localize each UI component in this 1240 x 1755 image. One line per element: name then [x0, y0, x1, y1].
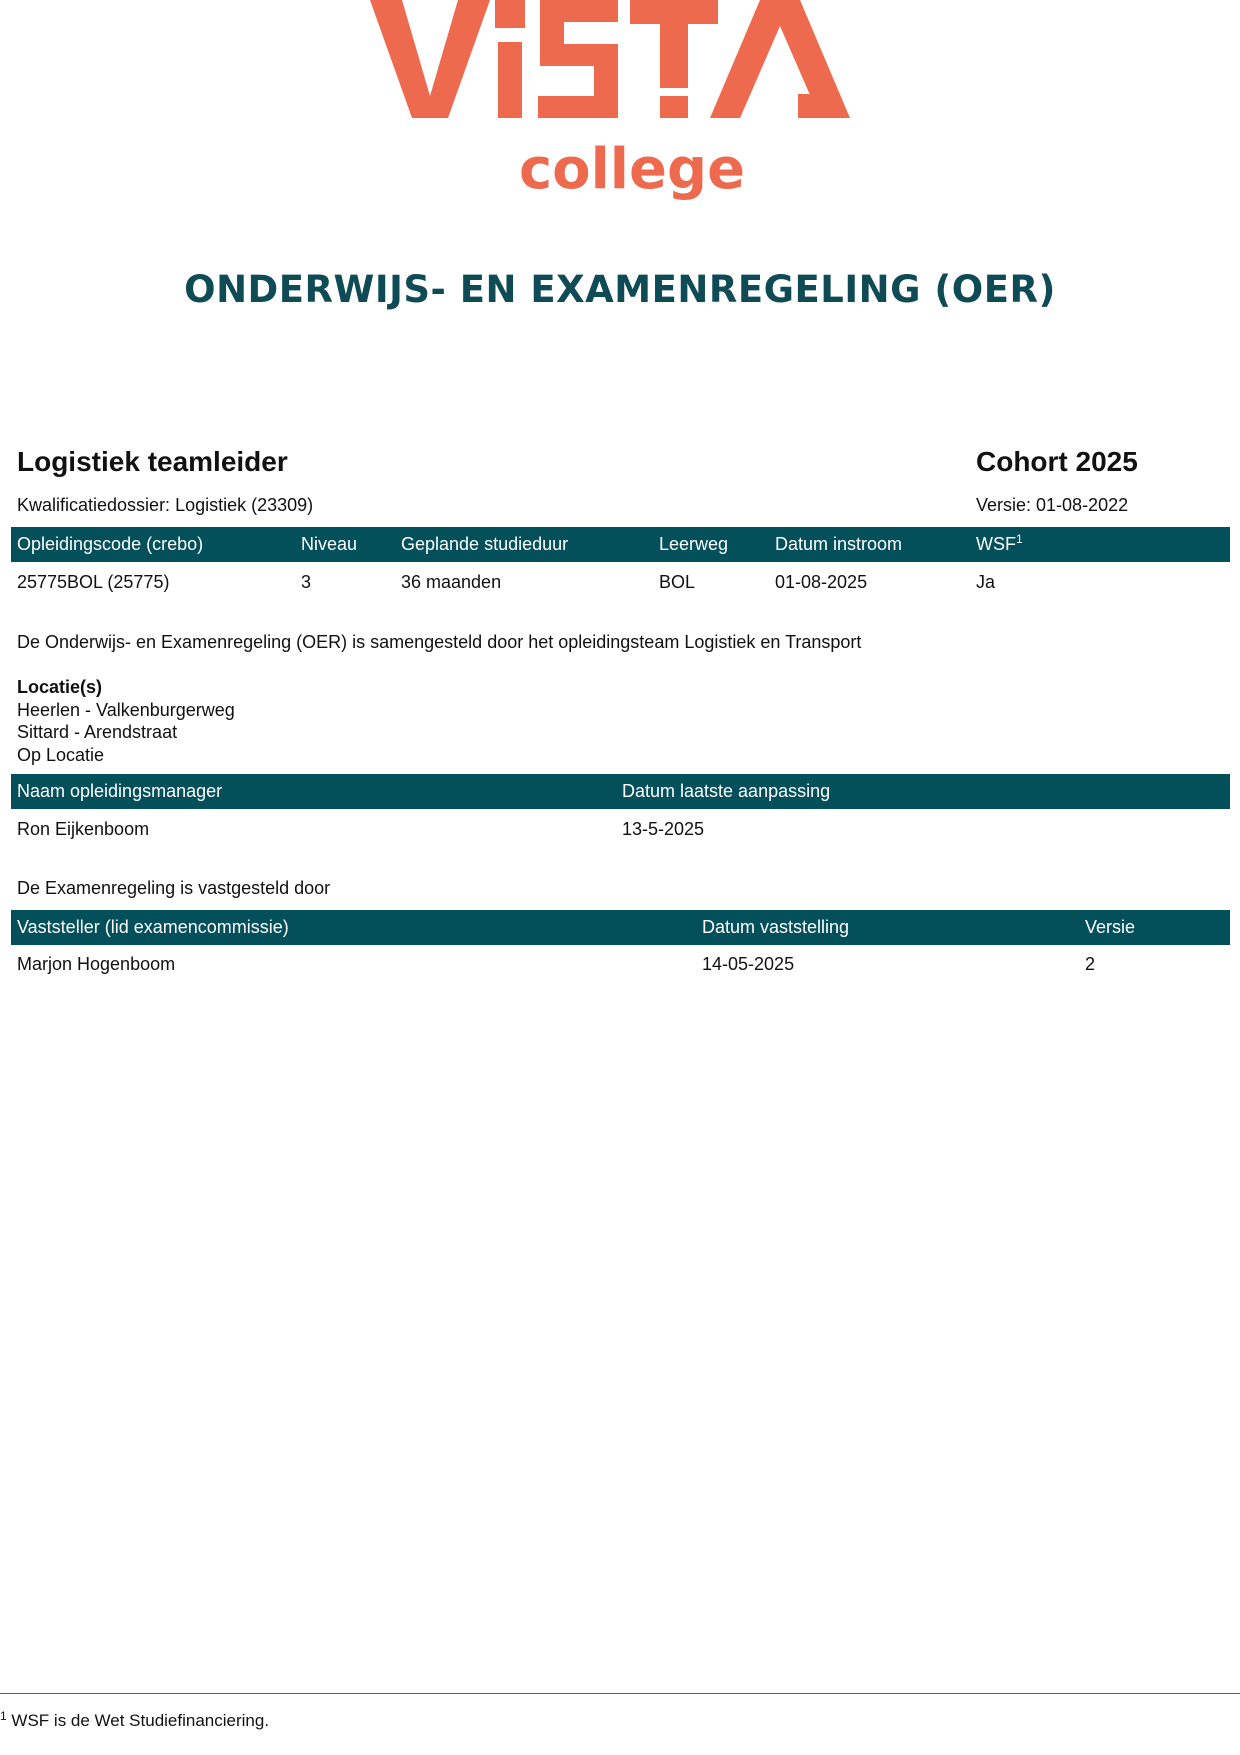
- manager-table-header: [11, 774, 1230, 809]
- cell-version: 2: [1085, 954, 1096, 974]
- header-level: Niveau: [301, 534, 358, 554]
- cell-approver: Marjon Hogenboom: [17, 954, 176, 974]
- header-version: Versie: [1085, 917, 1136, 937]
- cell-learning-path: BOL: [659, 572, 696, 592]
- header-intake-date: Datum instroom: [775, 534, 903, 554]
- cell-last-modified: 13-5-2025: [622, 819, 705, 839]
- footnote: [0, 1711, 269, 1731]
- vista-college-logo: [360, 0, 900, 215]
- qualification-dossier: Kwalificatiedossier: Logistiek (23309): [17, 495, 314, 515]
- location-item: Sittard - Arendstraat: [17, 722, 178, 742]
- cell-duration: 36 maanden: [401, 572, 502, 592]
- manager-table-row: [11, 812, 1230, 847]
- cell-crebo: 25775BOL (25775): [17, 572, 170, 592]
- header-wsf: WSF$^1$: [976, 532, 1023, 554]
- wsf-footnote-marker: 1: [1016, 532, 1023, 546]
- footnote-divider: [0, 1693, 1240, 1694]
- cell-intake-date: 01-08-2025: [775, 572, 868, 592]
- version-date: Versie: 01-08-2022: [976, 495, 1129, 515]
- logo-subtext: college: [518, 137, 746, 202]
- location-item: Heerlen - Valkenburgerweg: [17, 699, 235, 720]
- established-by-text: De Examenregeling is vastgesteld door: [17, 878, 331, 898]
- approver-table-header: [11, 910, 1230, 945]
- program-name: Logistiek teamleider: [17, 446, 288, 477]
- cell-level: 3: [301, 572, 312, 592]
- header-approver: Vaststeller (lid examencommissie): [17, 917, 289, 937]
- header-learning-path: Leerweg: [659, 534, 729, 554]
- approver-table-row: [11, 947, 1230, 982]
- cell-wsf: Ja: [976, 572, 996, 592]
- composed-by-text: De Onderwijs- en Examenregeling (OER) is samengesteld door het opleidingsteam Logistiek en Transport: [17, 632, 862, 652]
- cell-manager-name: Ron Eijkenboom: [17, 819, 150, 839]
- document-title: ONDERWIJS- EN EXAMENREGELING (OER): [184, 268, 1056, 311]
- header-last-modified: Datum laatste aanpassing: [622, 781, 831, 801]
- locations-title: Locatie(s): [17, 677, 103, 697]
- locations: [17, 676, 235, 766]
- program-table-header: [11, 527, 1230, 562]
- cell-approval-date: 14-05-2025: [702, 954, 795, 974]
- header-manager-name: Naam opleidingsmanager: [17, 781, 223, 801]
- program-table-row: [11, 565, 1230, 600]
- footnote-marker: 1: [0, 1709, 7, 1723]
- header-approval-date: Datum vaststelling: [702, 917, 850, 937]
- header-crebo: Opleidingscode (crebo): [17, 534, 204, 554]
- location-item: Op Locatie: [17, 744, 105, 765]
- cohort-label: Cohort 2025: [976, 446, 1138, 477]
- header-duration: Geplande studieduur: [401, 534, 569, 554]
- footnote-text: WSF is de Wet Studiefinanciering.: [11, 1711, 270, 1730]
